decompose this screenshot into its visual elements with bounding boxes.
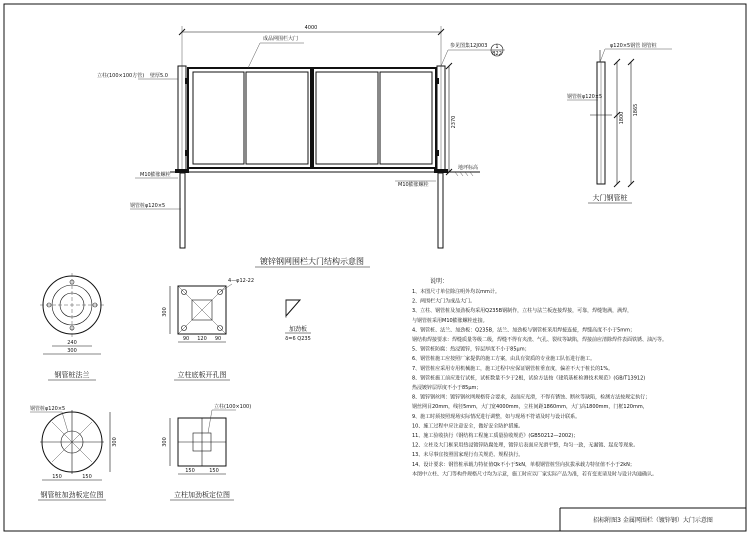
note-line: 钢丝网目20mm，线径5mm，大门宽4000mm，立柱间距1860mm，大门高1800mm，门框120mm，: [412, 404, 648, 411]
note-line: 10、施工过程中应注意安全，做好安全防护措施。: [412, 423, 524, 430]
note-line: 与钢管桩采用M10膨胀螺栓连接。: [412, 317, 488, 324]
svg-text:150: 150: [185, 468, 195, 474]
left-pipe-pile: [180, 173, 185, 248]
svg-text:120: 120: [197, 336, 207, 342]
rib-title: 加劲板: [288, 326, 308, 333]
label-ground: 地坪标高: [458, 165, 479, 171]
note-line: 8、镀锌钢丝网：镀锌钢丝网规格符合要求，表面应光滑，不得有锈蚀、断丝等缺陷，检测方法按规定执行；: [412, 394, 651, 401]
pile-dim-lower: 1865: [633, 103, 639, 117]
svg-text:90: 90: [214, 336, 222, 342]
svg-text:300: 300: [112, 437, 118, 447]
pile-rib-title: 钢管桩加劲板定位图: [40, 491, 104, 499]
svg-text:240: 240: [67, 340, 77, 346]
pile-label: 钢管桩φ120×5: [567, 94, 603, 100]
gate-leaf-right: [313, 68, 436, 168]
gate-elevation-title: 镀锌钢网围栏大门结构示意图: [260, 257, 364, 266]
label-thickness: 壁厚5.0: [150, 73, 168, 79]
dim-gate-height: 2370: [451, 115, 457, 129]
dim-overall-width: 4000: [304, 25, 318, 31]
note-line: 1、本图尺寸单位除注明外均以mm计。: [412, 289, 500, 295]
note-line: 5、钢管桩防腐：热浸镀锌，锌层厚度不小于85μm；: [412, 346, 530, 353]
pile-rib-label: 钢管桩φ120×5: [30, 406, 66, 412]
svg-text:300: 300: [162, 307, 168, 317]
detail-column-rib: [162, 403, 251, 500]
notes-block: [412, 277, 667, 477]
note-line: 9、施工时须按照现场实际情况进行调整，如与现场不符请及时与设计联系。: [412, 413, 581, 420]
notes-heading: 说明：: [430, 278, 449, 285]
svg-text:300: 300: [162, 437, 168, 447]
label-ref-atlas: 参见图集12J003: [450, 43, 488, 49]
label-pipe-pile: 钢管桩φ120×5: [130, 203, 166, 209]
svg-text:300: 300: [67, 348, 77, 354]
label-door: 成品网围栏大门: [263, 36, 299, 42]
label-hinge-bolt-bottom: M10膨胀螺栓: [398, 182, 429, 188]
note-line: 3、立柱、钢管桩及加劲板均采用Q235B钢制作，立柱与法兰板连接焊接，可靠，焊缝饱满，满焊，: [412, 308, 633, 315]
note-line: 本图中立柱、大门等构件规格尺寸均为示意，施工时应以厂家实际产品为准，若有变更请及时与设计沟通确认。: [412, 471, 658, 478]
note-line: 4、钢管桩、法兰、加劲板：Q235B，法兰、加劲板与钢管桩采用焊接连接，焊缝高度不小于5mm；: [412, 327, 636, 334]
note-line: 热浸镀锌层厚度不小于85μm；: [412, 385, 482, 391]
note-line: 12、立柱及大门框采用热浸镀锌防腐处理，镀锌后表面应光滑平整，均匀一致，无漏镀、起皮等现象。: [412, 442, 639, 449]
base-plate-holes: 4—φ12-22: [228, 278, 255, 284]
svg-text:150: 150: [52, 474, 62, 480]
sheet-border: [4, 4, 746, 531]
detail-rib: [285, 300, 311, 342]
note-line: 8、钢管桩施工前应进行试桩，试桩数量不少于2根，试验方法按《建筑基桩检测技术规范》(GB/T13912): [412, 375, 646, 382]
label-column: 立柱(100×100方管): [97, 73, 145, 79]
gate-leaf-left: [188, 68, 311, 168]
col-rib-label: 立柱(100×100): [214, 404, 252, 410]
note-line: 11、施工验收执行《钢结构工程施工质量验收规范》(GB50212—2002)；: [412, 433, 579, 439]
svg-text:150: 150: [209, 468, 219, 474]
note-line: 钢结构焊接要求：焊缝质量等级二级，焊缝不得有夹渣、气孔、裂纹等缺陷，焊接前应清除焊件表面铁锈、油污等。: [412, 337, 668, 343]
pile-elevation: [567, 42, 672, 203]
note-line: 13、未尽事宜按照国家现行有关规范、规程执行。: [412, 452, 524, 459]
svg-text:δ=6 Q235: δ=6 Q235: [285, 336, 311, 342]
right-pipe-pile: [438, 173, 443, 248]
label-hinge-bolt-top: M10膨胀螺栓: [140, 172, 171, 178]
title-block-text: 招标附图3 金属网围栏（镀锌钢）大门示意图: [593, 517, 713, 524]
note-line: 14、设计要求：钢管桩承载力特征值Qk不小于5kN，单根钢管桩竖向抗拔承载力特征值不小于2kN；: [412, 461, 635, 468]
detail-base-plate: [162, 278, 254, 380]
pile-dim-upper: 1800: [619, 111, 625, 125]
col-rib-title: 立柱加劲板定位图: [174, 491, 230, 499]
flange-title: 钢管桩法兰: [54, 371, 90, 379]
title-block: [560, 508, 746, 531]
pile-top-note: φ120×5钢管 钢管桩: [610, 43, 657, 49]
gate-elevation: [97, 25, 505, 267]
detail-flange: [40, 273, 104, 380]
base-plate-title: 立柱底板开孔图: [177, 371, 227, 379]
detail-pile-rib: [30, 405, 118, 500]
svg-text:150: 150: [82, 474, 92, 480]
pile-title: 大门钢管桩: [592, 194, 628, 202]
svg-text:90: 90: [182, 336, 190, 342]
note-line: 6、钢管桩施工应按照厂家提供的施工方案，由具有资质的专业施工队伍进行施工。: [412, 356, 596, 363]
note-line: 2、两围栏大门为成品大门。: [412, 298, 476, 305]
note-line: 7、钢管桩应采用专用机械施工，施工过程中应保证钢管桩垂直度，偏差不大于桩长的1%。: [412, 365, 614, 372]
svg-text:1: 1: [495, 44, 499, 50]
svg-text:B22: B22: [492, 51, 502, 57]
